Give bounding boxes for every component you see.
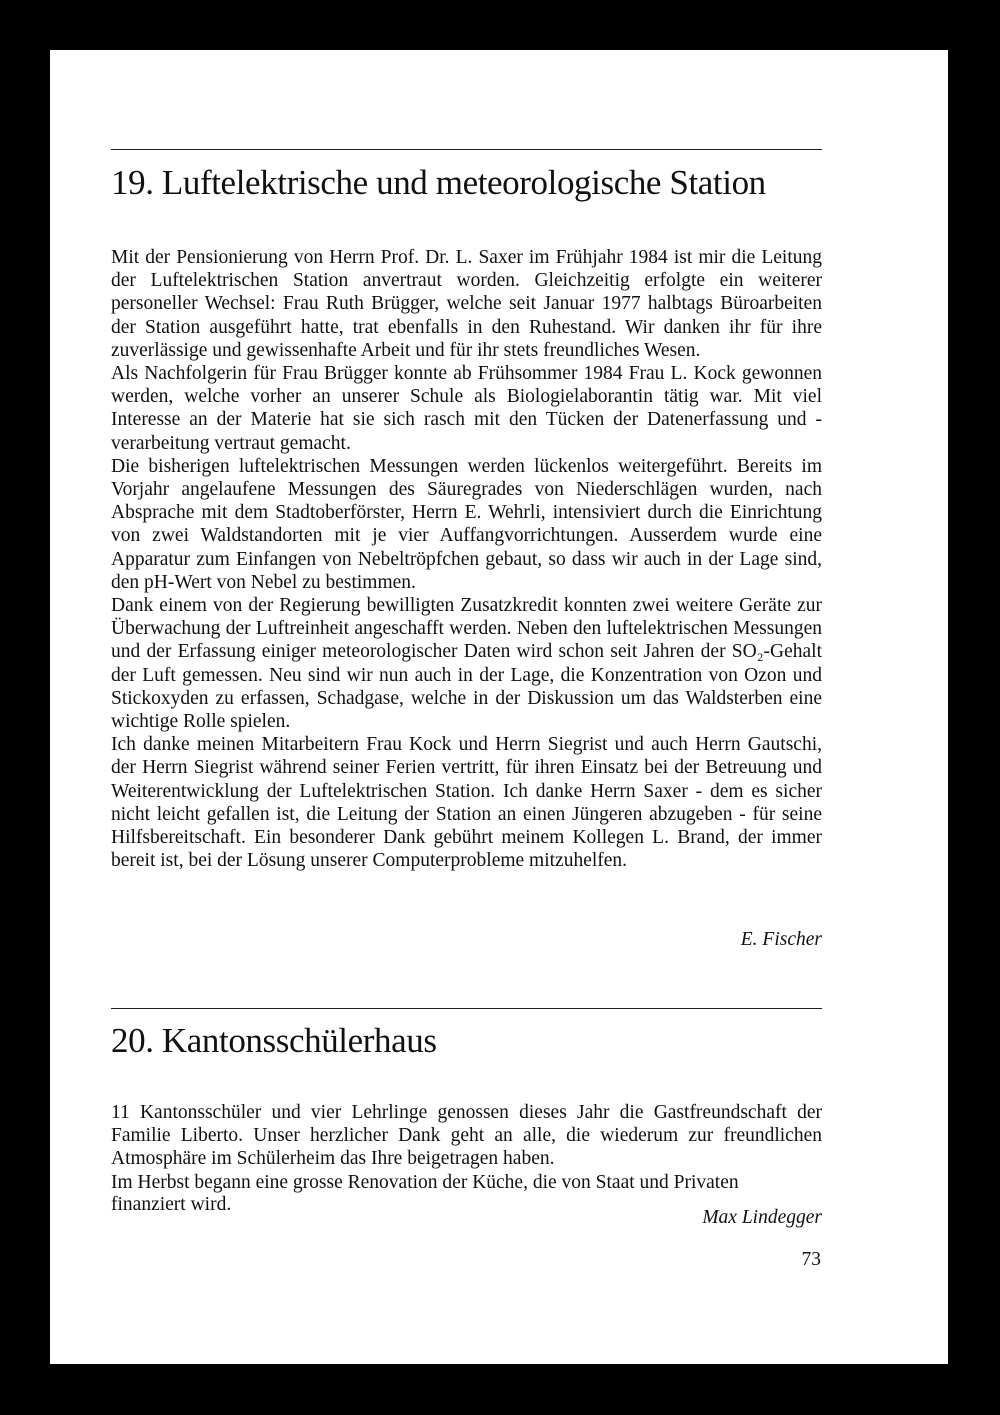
section-20-paragraph-2: Im Herbst begann eine grosse Renovation der Küche, die von Staat und Privaten xyxy=(111,1171,739,1193)
section-19-body xyxy=(111,246,822,872)
section-20-signature: Max Lindegger xyxy=(702,1207,822,1228)
section-19-paragraph-4: Dank einem von der Regierung bewilligten Zusatzkredit konnten zwei weitere Geräte zur Überwachung der Luftreinheit angeschafft werden. Neben den luftelektrischen Messungen und der Erfassung einiger meteorologischer Daten wird schon seit Jahren der SO₂-Gehalt der Luft gemessen. Neu sind wir nun auch in der Lage, die Konzentration von Ozon und Stickoxyden zu erfassen, Schadgase, welche in der Diskussion um das Waldsterben eine wichtige Rolle spielen. xyxy=(111,595,822,733)
section-20-heading: 20. Kantonsschülerhaus xyxy=(111,1021,437,1060)
section-19-paragraph-2: Als Nachfolgerin für Frau Brügger konnte ab Frühsommer 1984 Frau L. Kock gewonnen werden, welche vorher an unserer Schule als Biologielaborantin tätig war. Mit viel Interesse an der Materie hat sie sich rasch mit den Tücken der Datenerfassung und -verarbeitung vertraut gemacht. xyxy=(111,363,822,454)
section-20-paragraph-1: 11 Kantonsschüler und vier Lehrlinge genossen dieses Jahr die Gastfreundschaft der Familie Liberto. Unser herzlicher Dank geht an alle, die wiederum zur freundlichen Atmosphäre im Schülerheim das Ihre beigetragen haben. xyxy=(111,1102,822,1170)
section-20-rule xyxy=(111,1008,822,1009)
section-19-rule xyxy=(111,149,822,150)
section-19-paragraph-3: Die bisherigen luftelektrischen Messungen werden lückenlos weitergeführt. Bereits im Vorjahr angelaufene Messungen des Säuregrades von Niederschlägen wurden, nach Absprache mit dem Stadtoberförster, Herrn E. Wehrli, intensiviert durch die Einrichtung von zwei Waldstandorten mit je vier Auffangvorrichtungen. Ausserdem wurde eine Apparatur zum Einfangen von Nebeltröpfchen gebaut, so dass wir auch in der Lage sind, den pH-Wert von Nebel zu bestimmen. xyxy=(111,455,822,593)
section-19-signature: E. Fischer xyxy=(740,929,822,950)
section-19-paragraph-5: Ich danke meinen Mitarbeitern Frau Kock und Herrn Siegrist und auch Herrn Gautschi, der Herrn Siegrist während seiner Ferien vertritt, für ihren Einsatz bei der Betreuung und Weiterentwicklung der Luftelektrischen Station. Ich danke Herrn Saxer - dem es sicher nicht leicht gefallen ist, die Leitung der Station an einen Jüngeren abzugeben - für seine Hilfsbereitschaft. Ein besonderer Dank gebührt meinem Kollegen L. Brand, der immer bereit ist, bei der Lösung unserer Computerprobleme mitzuhelfen. xyxy=(111,734,822,872)
section-20-body xyxy=(111,1101,822,1194)
section-19-paragraph-1: Mit der Pensionierung von Herrn Prof. Dr. L. Saxer im Frühjahr 1984 ist mir die Leitung der Luftelektrischen Station anvertraut worden. Gleichzeitig erfolgte ein weiterer personeller Wechsel: Frau Ruth Brügger, welche seit Januar 1977 halbtags Büroarbeiten der Station ausgeführt hatte, trat ebenfalls in den Ruhestand. Wir danken ihr für ihre zuverlässige und gewissenhafte Arbeit und für ihr stets freundliches Wesen. xyxy=(111,247,822,361)
section-20-last-line: finanziert wird. xyxy=(111,1194,232,1215)
page-number: 73 xyxy=(801,1249,821,1270)
section-19-heading: 19. Luftelektrische und meteorologische Station xyxy=(111,163,766,202)
document-page xyxy=(50,50,948,1364)
